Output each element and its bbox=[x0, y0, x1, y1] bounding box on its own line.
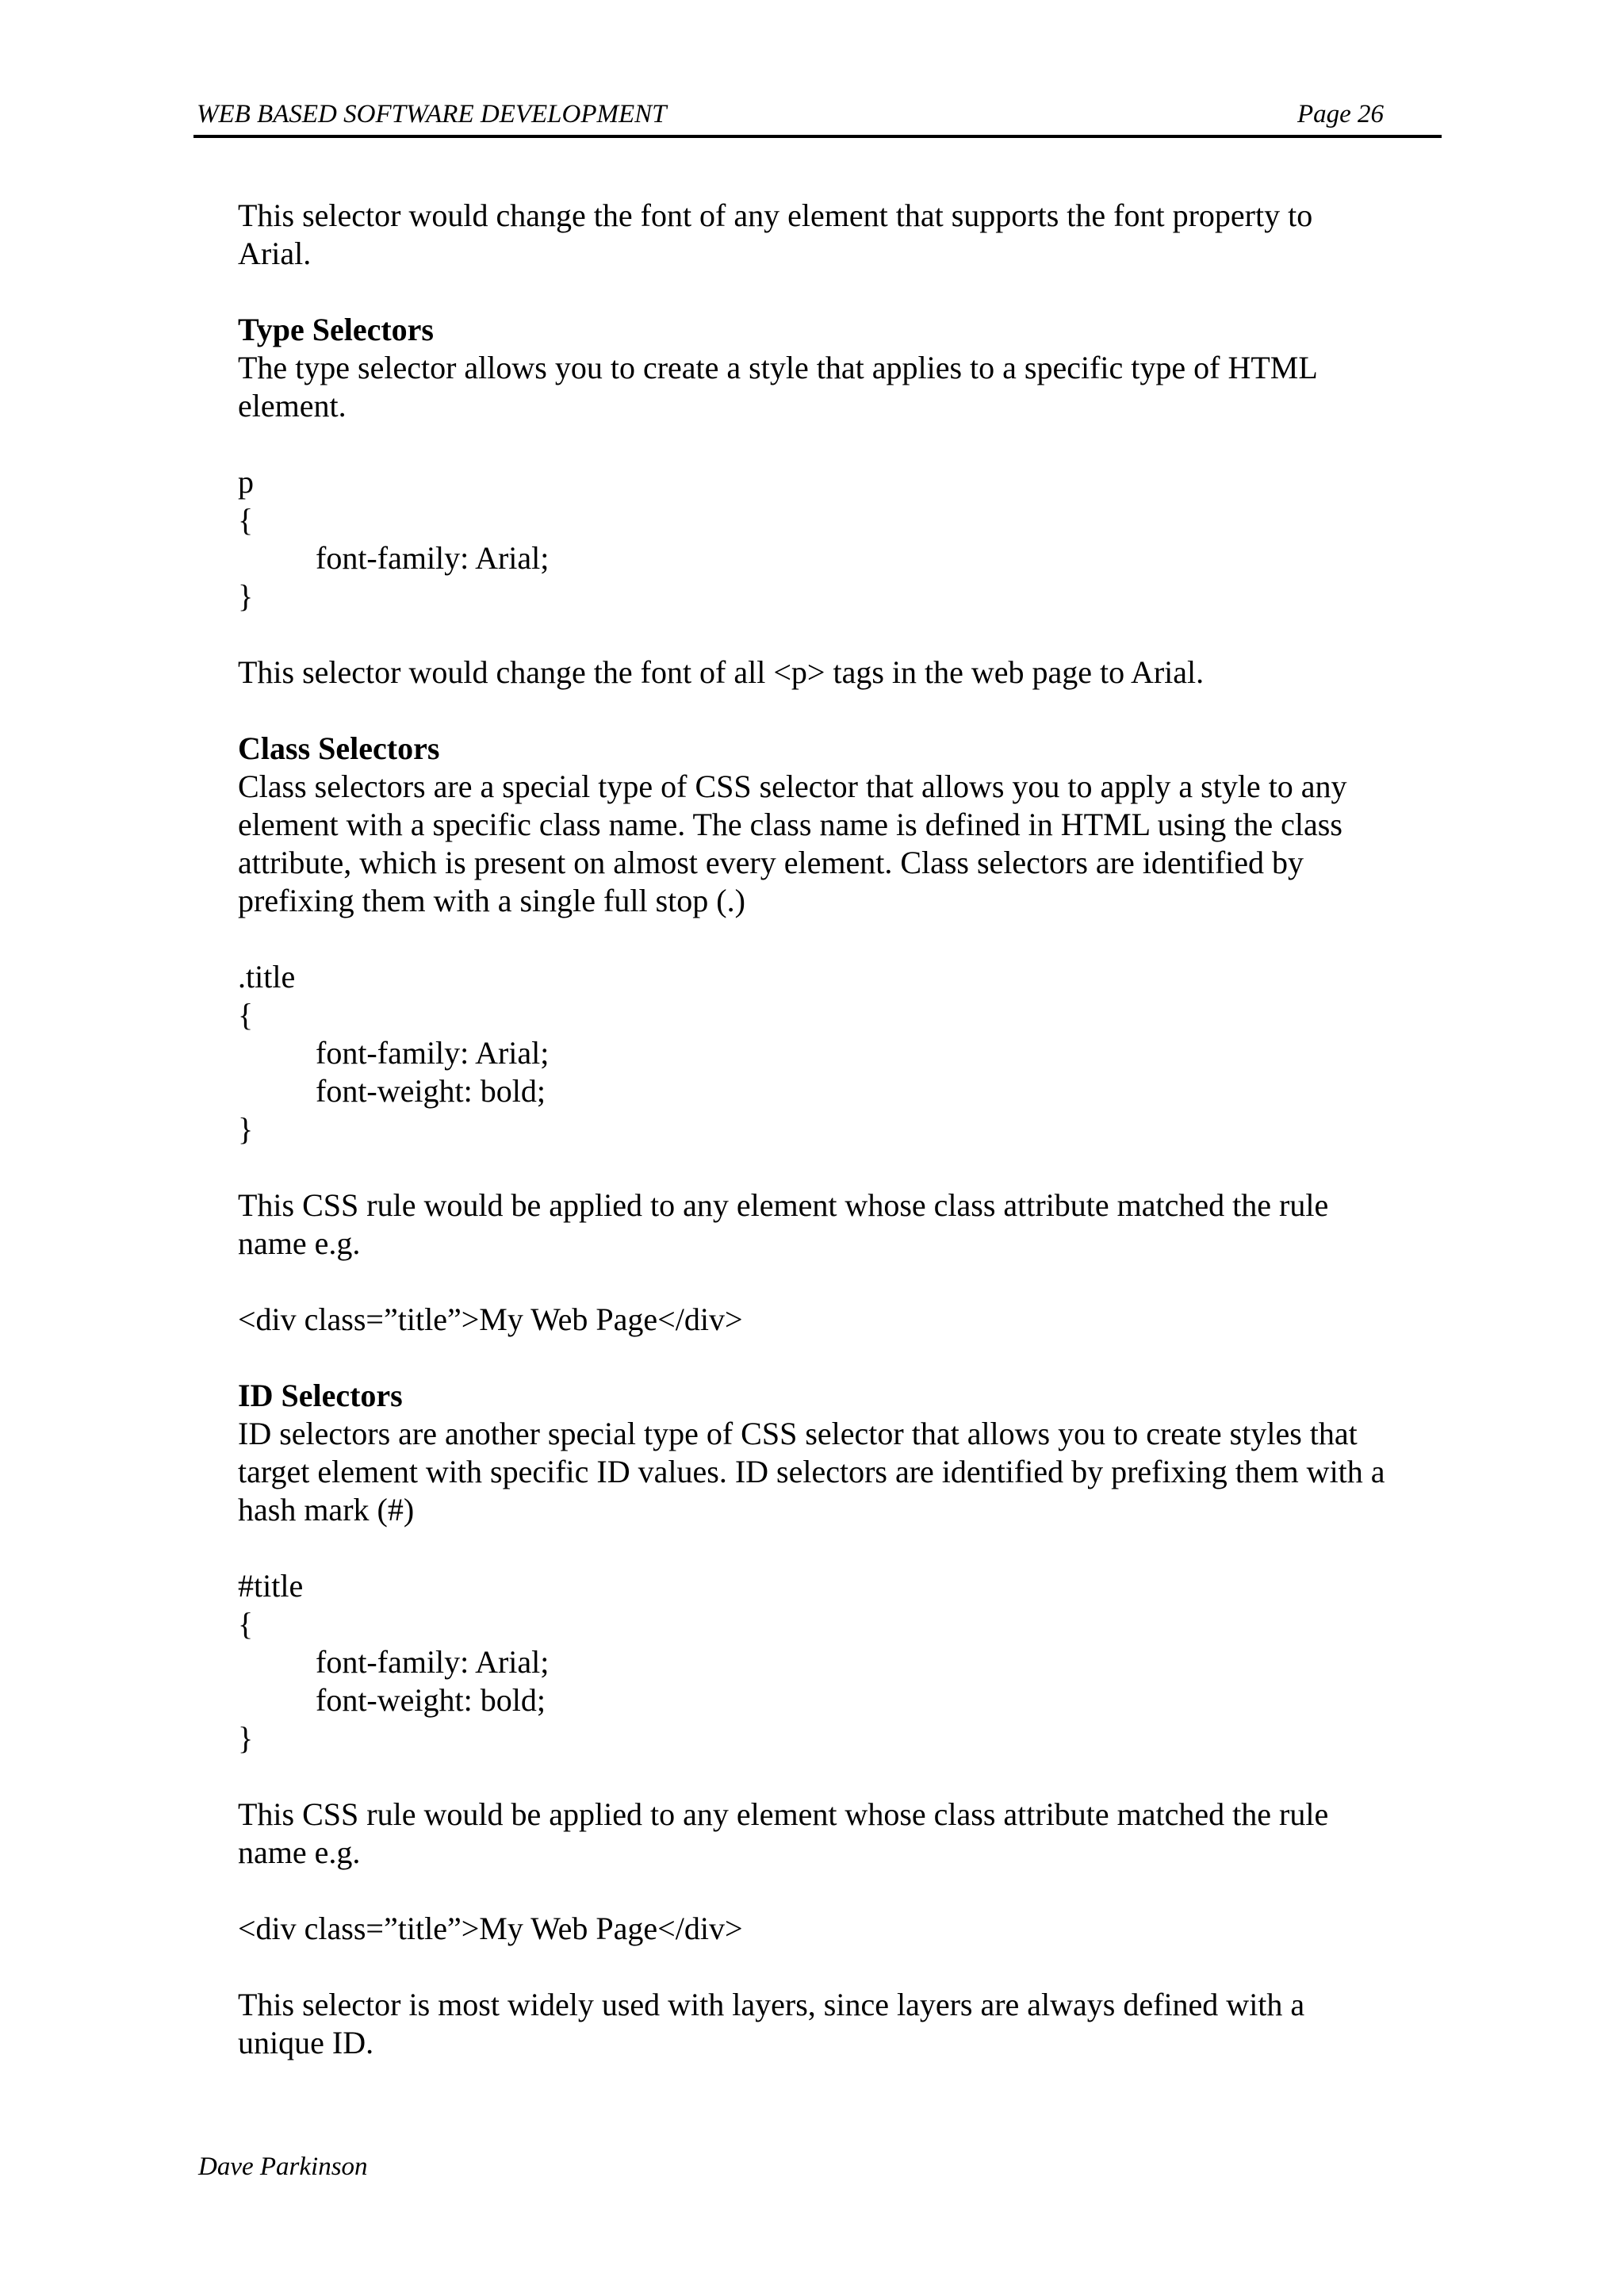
id-selectors-section bbox=[238, 1377, 1451, 1529]
code-line: { bbox=[238, 997, 254, 1033]
text-line: hash mark (#) bbox=[238, 1492, 415, 1527]
section-heading-id-selectors: ID Selectors bbox=[238, 1378, 403, 1413]
id-selector-closing-paragraph bbox=[238, 1986, 1451, 2062]
class-selectors-section bbox=[238, 730, 1451, 920]
page-header bbox=[193, 94, 1442, 138]
type-selectors-section bbox=[238, 311, 1451, 425]
text-line: This CSS rule would be applied to any element whose class attribute matched the rule bbox=[238, 1796, 1329, 1832]
text-line: This CSS rule would be applied to any element whose class attribute matched the rule bbox=[238, 1187, 1329, 1223]
code-line: { bbox=[238, 502, 254, 538]
text-line: prefixing them with a single full stop (.) bbox=[238, 883, 745, 918]
page-content bbox=[238, 197, 1451, 2100]
class-selector-explanation bbox=[238, 1186, 1451, 1263]
code-line: #title bbox=[238, 1568, 304, 1604]
text-line: The type selector allows you to create a style that applies to a specific type of HTML bbox=[238, 350, 1318, 385]
id-selector-explanation bbox=[238, 1796, 1451, 1872]
page-number: Page 26 bbox=[1297, 100, 1385, 128]
code-line: font-family: Arial; bbox=[316, 1644, 550, 1680]
text-line: This selector would change the font of all <p> tags in the web page to Arial. bbox=[238, 654, 1205, 690]
class-selector-html-example bbox=[238, 1301, 1451, 1339]
code-line: font-weight: bold; bbox=[316, 1073, 546, 1109]
text-line: name e.g. bbox=[238, 1834, 361, 1870]
text-line: Arial. bbox=[238, 236, 312, 271]
text-line: attribute, which is present on almost every element. Class selectors are identified by bbox=[238, 845, 1304, 880]
code-line: .title bbox=[238, 959, 296, 995]
text-line: ID selectors are another special type of CSS selector that allows you to create styles that bbox=[238, 1416, 1358, 1451]
id-selector-code-example bbox=[238, 1567, 1451, 1757]
code-line: font-family: Arial; bbox=[316, 1035, 550, 1071]
id-selector-html-example bbox=[238, 1910, 1451, 1948]
html-example-line: <div class=”title”>My Web Page</div> bbox=[238, 1911, 743, 1946]
code-line: p bbox=[238, 464, 254, 500]
header-title: WEB BASED SOFTWARE DEVELOPMENT bbox=[197, 100, 667, 128]
section-heading-type-selectors: Type Selectors bbox=[238, 312, 434, 347]
type-selector-code-example bbox=[238, 463, 1451, 615]
page-footer bbox=[198, 2149, 368, 2184]
type-selector-explanation bbox=[238, 654, 1451, 692]
text-line: This selector would change the font of any element that supports the font property to bbox=[238, 197, 1313, 233]
footer-author: Dave Parkinson bbox=[198, 2152, 368, 2181]
code-line: } bbox=[238, 578, 254, 614]
text-line: This selector is most widely used with layers, since layers are always defined with a bbox=[238, 1987, 1305, 2022]
code-line: } bbox=[238, 1720, 254, 1756]
section-heading-class-selectors: Class Selectors bbox=[238, 730, 440, 766]
code-line: font-family: Arial; bbox=[316, 540, 550, 576]
text-line: target element with specific ID values. ID selectors are identified by prefixing them with a bbox=[238, 1454, 1385, 1489]
code-line: { bbox=[238, 1606, 254, 1642]
text-line: Class selectors are a special type of CSS selector that allows you to apply a style to any bbox=[238, 769, 1347, 804]
html-example-line: <div class=”title”>My Web Page</div> bbox=[238, 1301, 743, 1337]
text-line: element with a specific class name. The class name is defined in HTML using the class bbox=[238, 807, 1342, 842]
text-line: name e.g. bbox=[238, 1225, 361, 1261]
code-line: font-weight: bold; bbox=[316, 1682, 546, 1718]
intro-paragraph bbox=[238, 197, 1451, 273]
text-line: unique ID. bbox=[238, 2025, 374, 2060]
text-line: element. bbox=[238, 388, 347, 424]
class-selector-code-example bbox=[238, 958, 1451, 1148]
code-line: } bbox=[238, 1111, 254, 1147]
